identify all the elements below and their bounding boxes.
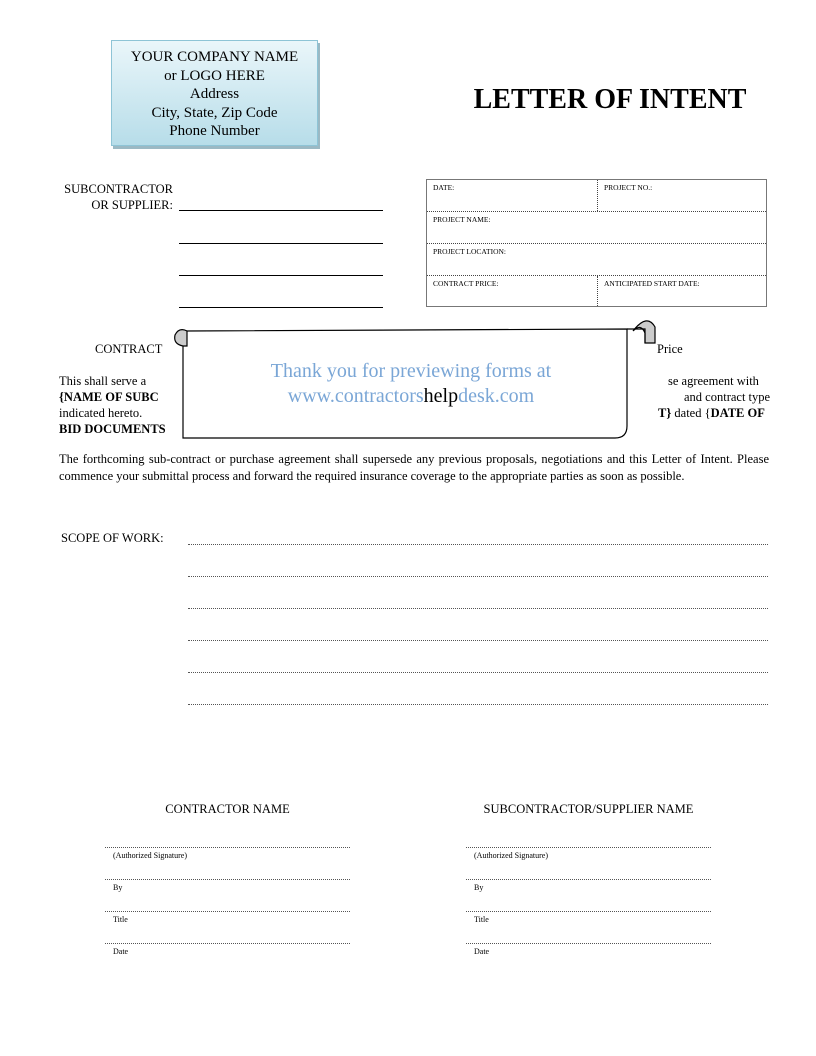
contractor-by-line[interactable]	[105, 879, 350, 880]
subcontractor-signature-label: (Authorized Signature)	[474, 851, 548, 860]
scope-line[interactable]	[188, 704, 768, 705]
subcontractor-label	[3, 181, 173, 213]
subcontractor-signature-line[interactable]	[466, 847, 711, 848]
company-address: Address	[189, 86, 240, 102]
date-field-label[interactable]: DATE:	[433, 183, 455, 192]
subcontractor-date-line[interactable]	[466, 943, 711, 944]
watermark-url-help: help	[423, 385, 459, 407]
scope-line[interactable]	[188, 608, 768, 609]
grid-divider	[597, 180, 598, 211]
supersede-paragraph: The forthcoming sub-contract or purchase agreement shall supersede any previous proposals, negotiations and this Letter of Intent. Please commence your submittal process and forward the required insurance coverage to the appropriate parties as soon as possible.	[59, 452, 769, 483]
intro-line-1-right: se agreement with	[668, 374, 759, 388]
intro-line-3-right	[658, 405, 765, 422]
scope-line[interactable]	[188, 640, 768, 641]
page-title: LETTER OF INTENT	[473, 84, 747, 115]
intro-line-2-right: and contract type	[684, 390, 771, 404]
contract-price-field-label[interactable]: CONTRACT PRICE:	[433, 279, 499, 288]
subcontractor-line-4[interactable]	[179, 307, 383, 308]
contractor-name-heading: CONTRACTOR NAME	[165, 802, 290, 816]
contractor-title-label: Title	[113, 915, 128, 924]
scope-line[interactable]	[188, 672, 768, 673]
scope-line[interactable]	[188, 544, 768, 545]
watermark-text: Thank you for previewing forms at	[270, 360, 552, 382]
intro-line-1-left: This shall serve a	[59, 374, 147, 388]
price-label: Price	[657, 342, 683, 356]
intro-line-3-left: indicated hereto.	[59, 406, 143, 420]
watermark-url[interactable]	[163, 385, 659, 408]
watermark-url-prefix: www.contractors	[287, 385, 424, 407]
grid-divider	[427, 211, 766, 212]
project-location-field-label[interactable]: PROJECT LOCATION:	[433, 247, 506, 256]
subcontractor-name-heading: SUBCONTRACTOR/SUPPLIER NAME	[483, 802, 694, 816]
intro-line-4-left: BID DOCUMENTS	[59, 422, 166, 436]
contractor-signature-line[interactable]	[105, 847, 350, 848]
subcontractor-by-line[interactable]	[466, 879, 711, 880]
subcontractor-label-line2: OR SUPPLIER:	[91, 198, 173, 212]
subcontractor-line-1[interactable]	[179, 210, 383, 211]
scope-line[interactable]	[188, 576, 768, 577]
subcontractor-by-label: By	[474, 883, 484, 892]
contract-type-label: CONTRACT	[95, 342, 163, 356]
subcontractor-line-2[interactable]	[179, 243, 383, 244]
intro-line-2-left: {NAME OF SUBC	[59, 390, 159, 404]
project-no-field-label[interactable]: PROJECT NO.:	[604, 183, 653, 192]
contractor-date-label: Date	[113, 947, 129, 956]
contractor-title-line[interactable]	[105, 911, 350, 912]
grid-divider	[427, 243, 766, 244]
company-name: YOUR COMPANY NAME	[130, 49, 299, 65]
watermark-url-suffix: desk.com	[458, 385, 535, 407]
contractor-signature-label: (Authorized Signature)	[113, 851, 187, 860]
contractor-by-label: By	[113, 883, 123, 892]
project-name-field-label[interactable]: PROJECT NAME:	[433, 215, 491, 224]
intro-line-3-bold-1: T}	[658, 406, 672, 420]
intro-line-3-plain: dated {	[671, 406, 711, 420]
contractor-date-line[interactable]	[105, 943, 350, 944]
subcontractor-title-label: Title	[474, 915, 489, 924]
company-city: City, State, Zip Code	[151, 104, 278, 121]
intro-line-3-bold-2: DATE OF	[710, 406, 765, 420]
preview-watermark-banner	[163, 311, 659, 446]
project-info-grid	[426, 179, 767, 307]
subcontractor-title-line[interactable]	[466, 911, 711, 912]
company-phone: Phone Number	[169, 123, 260, 139]
company-logo-placeholder	[111, 40, 318, 146]
subcontractor-label-line1: SUBCONTRACTOR	[64, 182, 173, 196]
subcontractor-date-label: Date	[474, 947, 490, 956]
company-logo-text: or LOGO HERE	[164, 67, 265, 84]
scope-of-work-label: SCOPE OF WORK:	[61, 531, 164, 545]
grid-divider	[597, 276, 598, 306]
subcontractor-line-3[interactable]	[179, 275, 383, 276]
anticipated-start-field-label[interactable]: ANTICIPATED START DATE:	[604, 279, 700, 288]
